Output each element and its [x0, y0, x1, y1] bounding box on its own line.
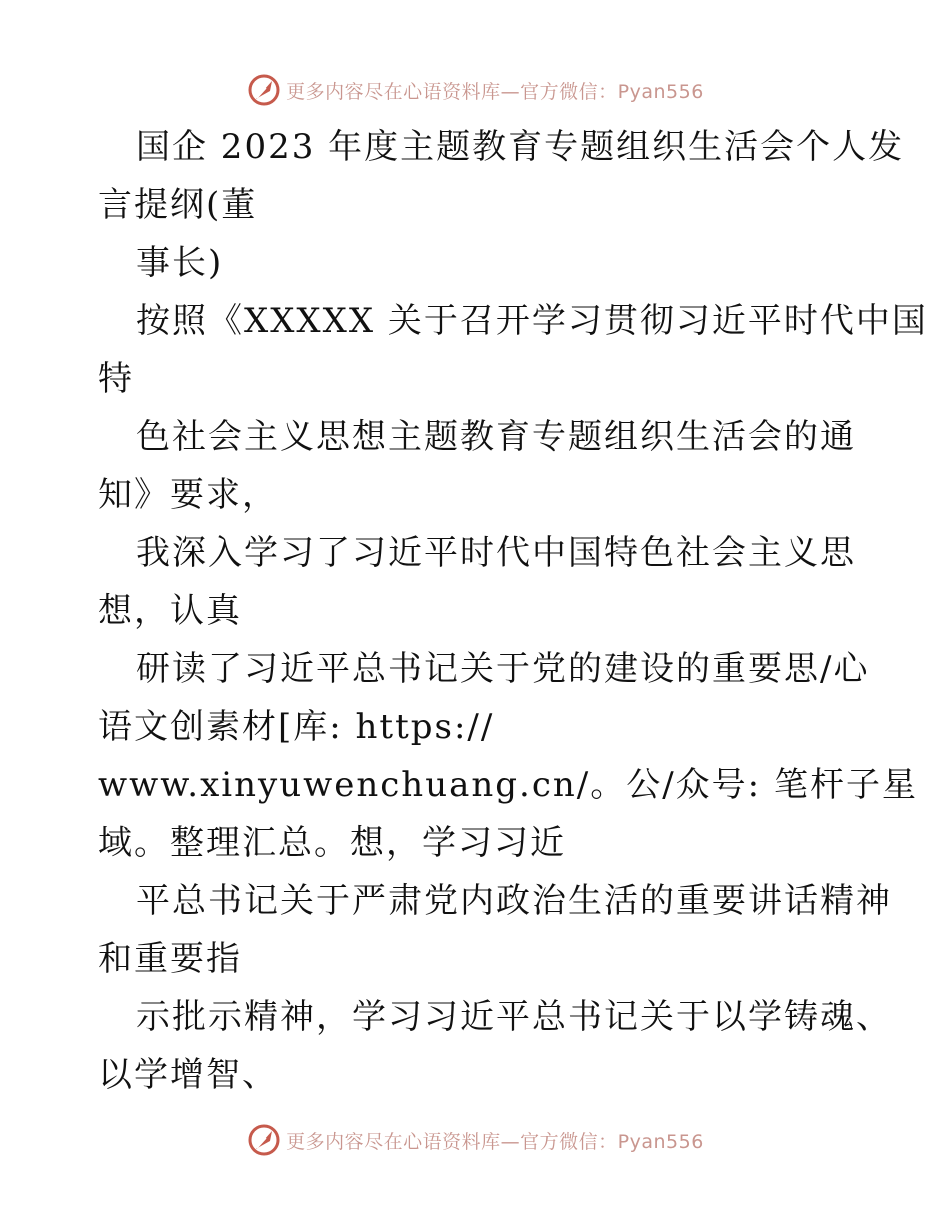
text-line: 国企 2023 年度主题教育专题组织生活会个人发 — [136, 127, 905, 167]
text-line: 想，认真 — [98, 591, 242, 631]
text-line: 研读了习近平总书记关于党的建设的重要思/心 — [136, 649, 870, 689]
text-line: 言提纲(董 — [98, 185, 258, 225]
text-line: 语文创素材[库: https:// — [98, 707, 495, 747]
document-body — [98, 118, 928, 1104]
quill-circle-icon — [246, 1122, 282, 1158]
text-line: 以学增智、 — [98, 1055, 278, 1095]
text-line: 平总书记关于严肃党内政治生活的重要讲话精神 — [136, 881, 892, 921]
text-line: 和重要指 — [98, 939, 242, 979]
watermark-text: 更多内容尽在心语资料库—官方微信：Pyan556 — [286, 80, 704, 103]
text-line: 域。整理汇总。想，学习习近 — [98, 823, 566, 863]
text-line: 事长) — [136, 243, 224, 283]
header-watermark — [0, 70, 950, 110]
text-line: 色社会主义思想主题教育专题组织生活会的通 — [136, 417, 856, 457]
text-line: 知》要求， — [98, 475, 278, 515]
text-line: 按照《XXXXX 关于召开学习贯彻习近平时代中国 — [136, 301, 928, 341]
text-line: 特 — [98, 359, 134, 399]
watermark-text: 更多内容尽在心语资料库—官方微信：Pyan556 — [286, 1130, 704, 1153]
quill-circle-icon — [246, 72, 282, 108]
footer-watermark — [0, 1120, 950, 1160]
text-line: 我深入学习了习近平时代中国特色社会主义思 — [136, 533, 856, 573]
text-line: 示批示精神，学习习近平总书记关于以学铸魂、 — [136, 997, 892, 1037]
text-line: www.xinyuwenchuang.cn/。公/众号: 笔杆子星 — [98, 765, 918, 805]
